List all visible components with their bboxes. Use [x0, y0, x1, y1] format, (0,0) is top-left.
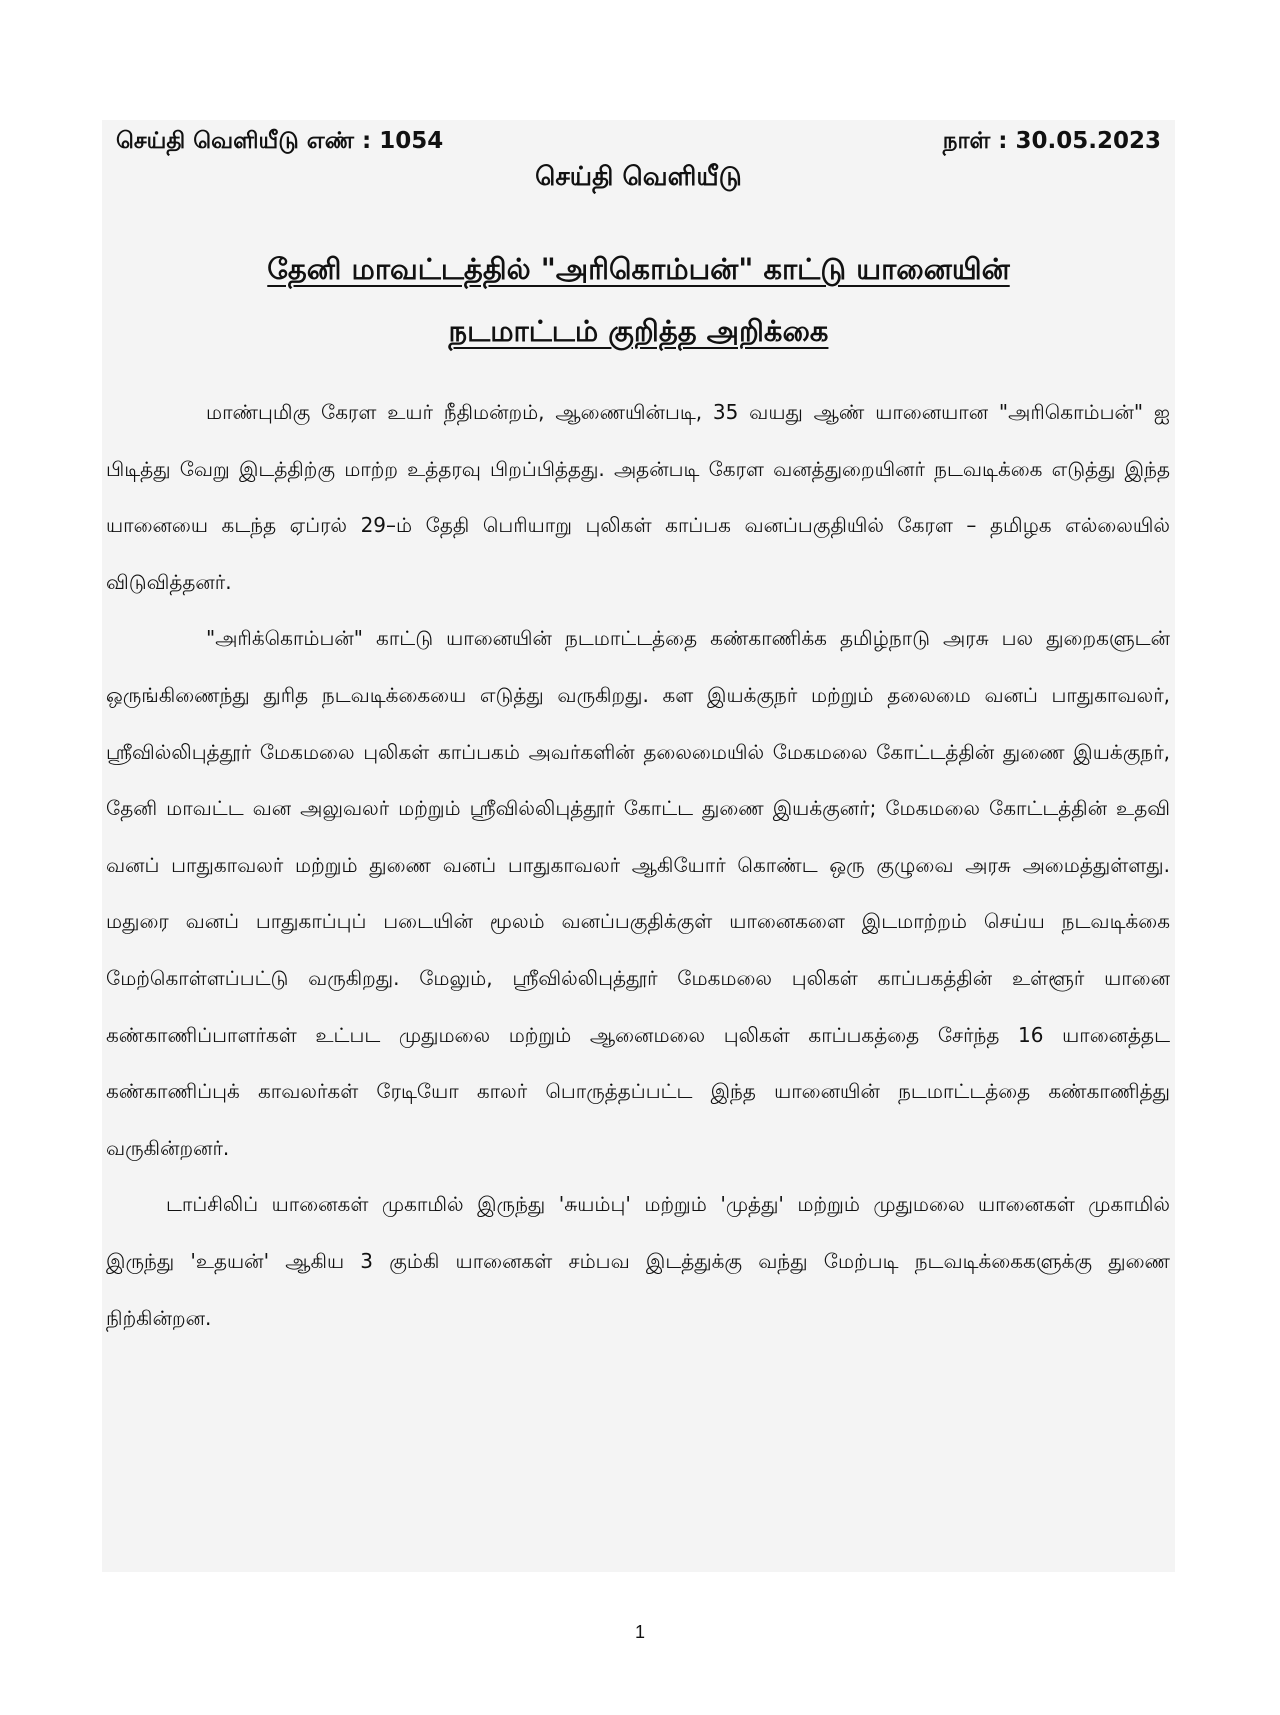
title-line-2: நடமாட்டம் குறித்த அறிக்கை [448, 314, 829, 348]
body-text [106, 384, 1170, 1346]
press-release-sheet [102, 120, 1175, 1572]
paragraph-3: டாப்சிலிப் யானைகள் முகாமில் இருந்து 'சுயம்பு' மற்றும் 'முத்து' மற்றும் முதுமலை யானைகள் முகாமில் இருந்து 'உதயன்' ஆகிய 3 கும்கி யானைகள் சம்பவ இடத்துக்கு வந்து மேற்படி நடவடிக்கைகளுக்கு துணை நிற்கின்றன. [106, 1192, 1170, 1330]
paragraph-1: மாண்புமிகு கேரள உயர் நீதிமன்றம், ஆணையின்படி, 35 வயது ஆண் யானையான "அரிகொம்பன்" ஐ பிடித்து வேறு இடத்திற்கு மாற்ற உத்தரவு பிறப்பித்தது. அதன்படி கேரள வனத்துறையினர் நடவடிக்கை எடுத்து இந்த யானையை கடந்த ஏப்ரல் 29–ம் தேதி பெரியாறு புலிகள் காப்பக வனப்பகுதியில் கேரள – தமிழக எல்லையில் விடுவித்தனர். [106, 400, 1170, 594]
page-number: 1 [634, 1622, 645, 1642]
release-number: செய்தி வெளியீடு எண் : 1054 [116, 128, 444, 154]
paragraph-2: "அரிக்கொம்பன்" காட்டு யானையின் நடமாட்டத்தை கண்காணிக்க தமிழ்நாடு அரசு பல துறைகளுடன் ஒருங்கிணைந்து துரித நடவடிக்கையை எடுத்து வருகிறது. கள இயக்குநர் மற்றும் தலைமை வனப் பாதுகாவலர், ஸ்ரீவில்லிபுத்தூர் மேகமலை புலிகள் காப்பகம் அவர்களின் தலைமையில் மேகமலை கோட்டத்தின் துணை இயக்குநர், தேனி மாவட்ட வன அலுவலர் மற்றும் ஸ்ரீவில்லிபுத்தூர் கோட்ட துணை இயக்குனர்; மேகமலை கோட்டத்தின் உதவி வனப் பாதுகாவலர் மற்றும் துணை வனப் பாதுகாவலர் ஆகியோர் கொண்ட ஒரு குழுவை அரசு அமைத்துள்ளது. மதுரை வனப் பாதுகாப்புப் படையின் மூலம் வனப்பகுதிக்குள் யானைகளை இடமாற்றம் செய்ய நடவடிக்கை மேற்கொள்ளப்பட்டு வருகிறது. மேலும், ஸ்ரீவில்லிபுத்தூர் மேகமலை புலிகள் காப்பகத்தின் உள்ளூர் யானை கண்காணிப்பாளர்கள் உட்பட முதுமலை மற்றும் ஆனைமலை புலிகள் காப்பகத்தை சேர்ந்த 16 யானைத்தட கண்காணிப்புக் காவலர்கள் ரேடியோ காலர் பொருத்தப்பட்ட இந்த யானையின் நடமாட்டத்தை கண்காணித்து வருகின்றனர். [106, 626, 1170, 1160]
release-date: நாள் : 30.05.2023 [942, 128, 1161, 154]
document-title [142, 238, 1135, 362]
title-line-1: தேனி மாவட்டத்தில் "அரிகொம்பன்" காட்டு யானையின் [267, 252, 1010, 286]
release-label: செய்தி வெளியீடு [535, 162, 742, 192]
